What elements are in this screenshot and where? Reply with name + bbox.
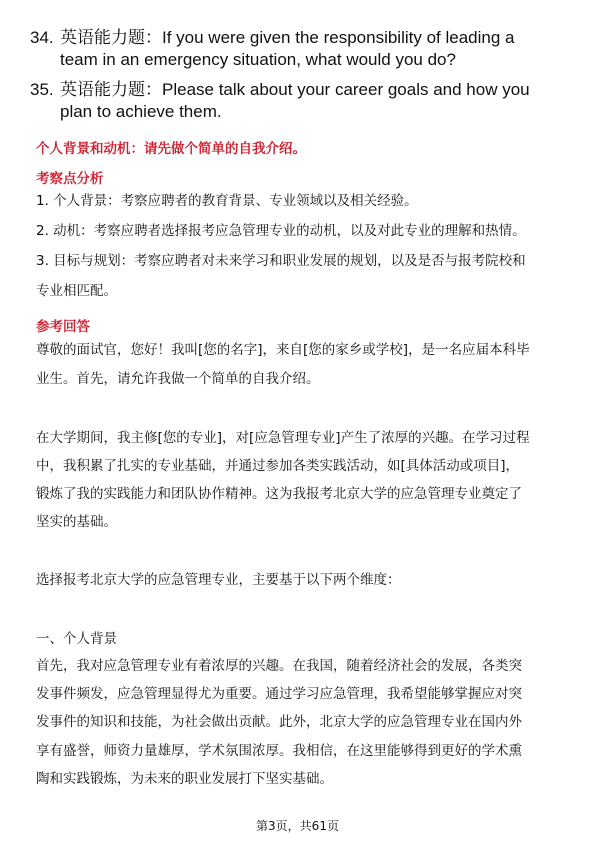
analysis-line: 3. 目标与规划：考察应聘者对未来学习和职业发展的规划，以及是否与报考院校和 (36, 253, 526, 269)
question-number: 35. (30, 80, 54, 99)
answer-paragraph-4-line: 发事件的知识和技能，为社会做出贡献。此外，北京大学的应急管理专业在国内外 (36, 714, 522, 730)
question-text-line-1: 英语能力题：If you were given the responsibility of leading a (60, 28, 515, 47)
analysis-heading: 考察点分析 (36, 171, 104, 187)
question-text-line-2: team in an emergency situation, what would you do? (60, 50, 456, 69)
answer-paragraph-2-line: 坚实的基础。 (36, 514, 117, 530)
answer-paragraph-4-line: 发事件频发，应急管理显得尤为重要。通过学习应急管理，我希望能够掌握应对突 (36, 686, 522, 702)
answer-sub-heading: 一、个人背景 (36, 631, 117, 647)
answer-paragraph-4-line: 首先，我对应急管理专业有着浓厚的兴趣。在我国，随着经济社会的发展，各类突 (36, 658, 522, 674)
analysis-line: 1. 个人背景：考察应聘者的教育背景、专业领域以及相关经验。 (36, 193, 418, 209)
answer-paragraph-1-line: 尊敬的面试官，您好！我叫[您的名字]，来自[您的家乡或学校]，是一名应届本科毕 (36, 342, 530, 358)
answer-paragraph-2-line: 在大学期间，我主修[您的专业]，对[应急管理专业]产生了浓厚的兴趣。在学习过程 (36, 430, 530, 446)
analysis-line: 2. 动机：考察应聘者选择报考应急管理专业的动机，以及对此专业的理解和热情。 (36, 223, 526, 239)
question-number: 34. (30, 28, 54, 47)
question-text-line-2: plan to achieve them. (60, 102, 222, 121)
question-35 (30, 79, 570, 123)
answer-paragraph-4-line: 享有盛誉，师资力量雄厚，学术氛围浓厚。我相信，在这里能够得到更好的学术熏 (36, 743, 522, 759)
section-title: 个人背景和动机：请先做个简单的自我介绍。 (36, 141, 306, 157)
answer-paragraph-3: 选择报考北京大学的应急管理专业，主要基于以下两个维度： (36, 572, 401, 588)
answer-heading: 参考回答 (36, 319, 90, 335)
page-footer: 第3页，共61页 (256, 819, 339, 833)
analysis-line: 专业相匹配。 (36, 283, 117, 299)
answer-paragraph-1-line: 业生。首先，请允许我做一个简单的自我介绍。 (36, 371, 320, 387)
answer-paragraph-2-line: 锻炼了我的实践能力和团队协作精神。这为我报考北京大学的应急管理专业奠定了 (36, 486, 522, 502)
question-34 (30, 27, 570, 71)
answer-paragraph-2-line: 中，我积累了扎实的专业基础，并通过参加各类实践活动，如[具体活动或项目]， (36, 458, 520, 474)
answer-paragraph-4-line: 陶和实践锻炼，为未来的职业发展打下坚实基础。 (36, 771, 333, 787)
question-text-line-1: 英语能力题：Please talk about your career goals and how you (60, 80, 530, 99)
